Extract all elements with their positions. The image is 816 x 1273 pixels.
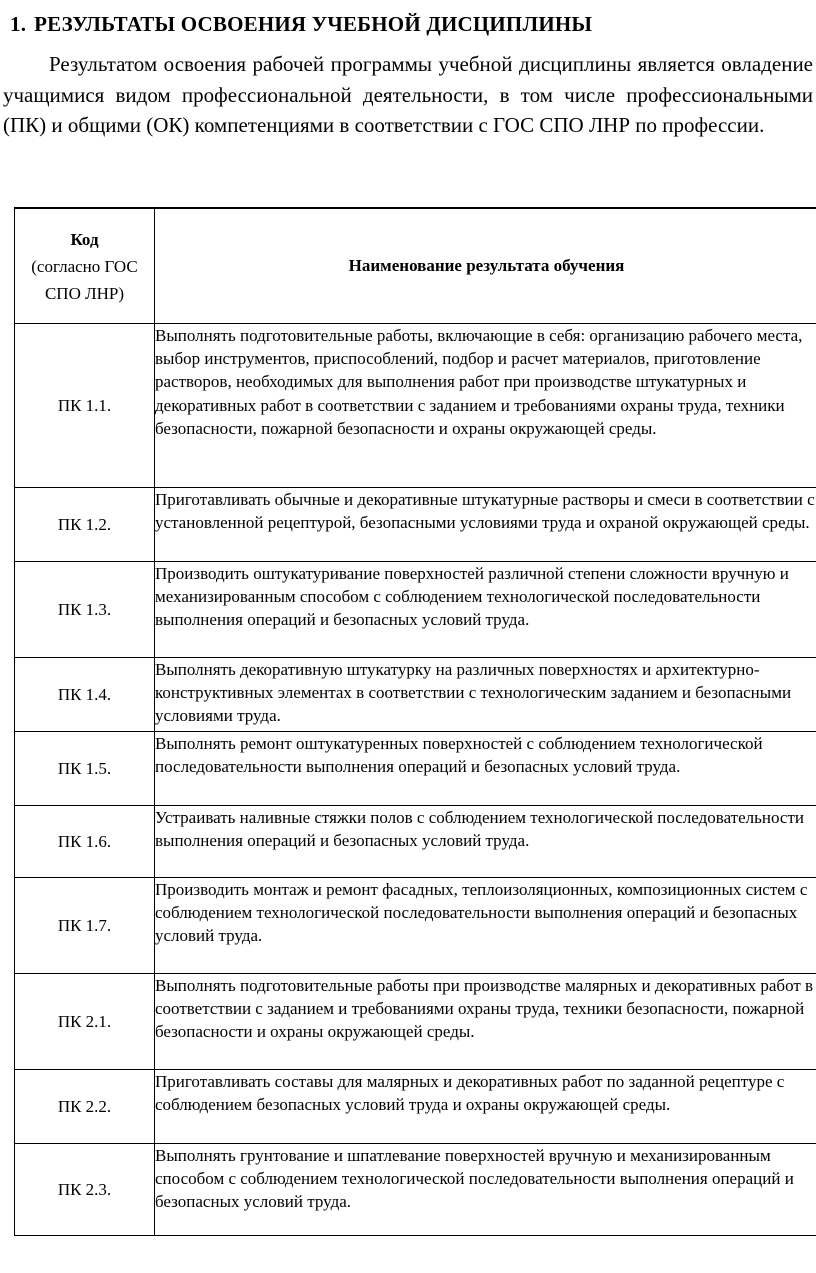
competency-code: ПК 1.4. bbox=[15, 658, 155, 732]
table-row bbox=[15, 488, 816, 562]
competency-description: Производить оштукатуривание поверхностей различной степени сложности вручную и механизированным способом с соблюдением технологической последовательности выполнения операций и безопасных условий труда. bbox=[155, 562, 816, 658]
competency-code: ПК 2.2. bbox=[15, 1070, 155, 1144]
competency-code: ПК 2.3. bbox=[15, 1144, 155, 1236]
competency-code: ПК 1.2. bbox=[15, 488, 155, 562]
competency-code: ПК 1.3. bbox=[15, 562, 155, 658]
table-row bbox=[15, 1070, 816, 1144]
intro-paragraph: Результатом освоения рабочей программы учебной дисциплины является овладение учащимися видом профессиональной деятельности, в том числе профессиональными (ПК) и общими (ОК) компетенциями в соответствии с ГОС СПО ЛНР по профессии. bbox=[3, 52, 813, 137]
competency-code: ПК 1.7. bbox=[15, 878, 155, 974]
competency-description: Приготавливать составы для малярных и декоративных работ по заданной рецептуре с соблюдением безопасных условий труда и охраны окружающей среды. bbox=[155, 1070, 816, 1144]
competency-code: ПК 1.5. bbox=[15, 732, 155, 806]
code-header-note: (согласно ГОС СПО ЛНР) bbox=[31, 256, 138, 303]
table-row bbox=[15, 324, 816, 488]
table-row bbox=[15, 878, 816, 974]
table-row bbox=[15, 658, 816, 732]
competency-code: ПК 1.6. bbox=[15, 806, 155, 878]
competency-description: Производить монтаж и ремонт фасадных, теплоизоляционных, композиционных систем с соблюдением технологической последовательности выполнения операций и безопасных условий труда. bbox=[155, 878, 816, 974]
competency-description: Выполнять декоративную штукатурку на различных поверхностях и архитектурно-конструктивных элементах в соответствии с технологическим заданием и безопасными условиями труда. bbox=[155, 658, 816, 732]
code-column-header bbox=[15, 208, 155, 324]
section-number: 1. bbox=[10, 12, 27, 36]
competency-description: Выполнять грунтование и шпатлевание поверхностей вручную и механизированным способом с соблюдением технологической последовательности выполнения операций и безопасных условий труда. bbox=[155, 1144, 816, 1236]
competency-description: Приготавливать обычные и декоративные штукатурные растворы и смеси в соответствии с установленной рецептурой, безопасными условиями труда и охраной окружающей среды. bbox=[155, 488, 816, 562]
competency-description: Выполнять ремонт оштукатуренных поверхностей с соблюдением технологической последовательности выполнения операций и безопасных условий труда. bbox=[155, 732, 816, 806]
table-row bbox=[15, 562, 816, 658]
section-heading bbox=[10, 12, 592, 37]
competency-description: Устраивать наливные стяжки полов с соблюдением технологической последовательности выполнения операций и безопасных условий труда. bbox=[155, 806, 816, 878]
table-header-row bbox=[15, 208, 816, 324]
code-header-title: Код bbox=[70, 229, 99, 249]
competency-code: ПК 1.1. bbox=[15, 324, 155, 488]
name-column-header: Наименование результата обучения bbox=[155, 208, 816, 324]
table-row bbox=[15, 732, 816, 806]
table-row bbox=[15, 806, 816, 878]
results-table bbox=[14, 207, 816, 1236]
competency-code: ПК 2.1. bbox=[15, 974, 155, 1070]
competency-description: Выполнять подготовительные работы при производстве малярных и декоративных работ в соответствии с заданием и требованиями охраны труда, техники безопасности, пожарной безопасности и охраны окружающей среды. bbox=[155, 974, 816, 1070]
table-row bbox=[15, 974, 816, 1070]
section-title: РЕЗУЛЬТАТЫ ОСВОЕНИЯ УЧЕБНОЙ ДИСЦИПЛИНЫ bbox=[34, 12, 593, 36]
competency-description: Выполнять подготовительные работы, включающие в себя: организацию рабочего места, выбор инструментов, приспособлений, подбор и расчет материалов, приготовление растворов, необходимых для выполнения работ при производстве штукатурных и декоративных работ в соответствии с заданием и требованиями охраны труда, техники безопасности, пожарной безопасности и охраны окружающей среды. bbox=[155, 324, 816, 488]
table-row bbox=[15, 1144, 816, 1236]
